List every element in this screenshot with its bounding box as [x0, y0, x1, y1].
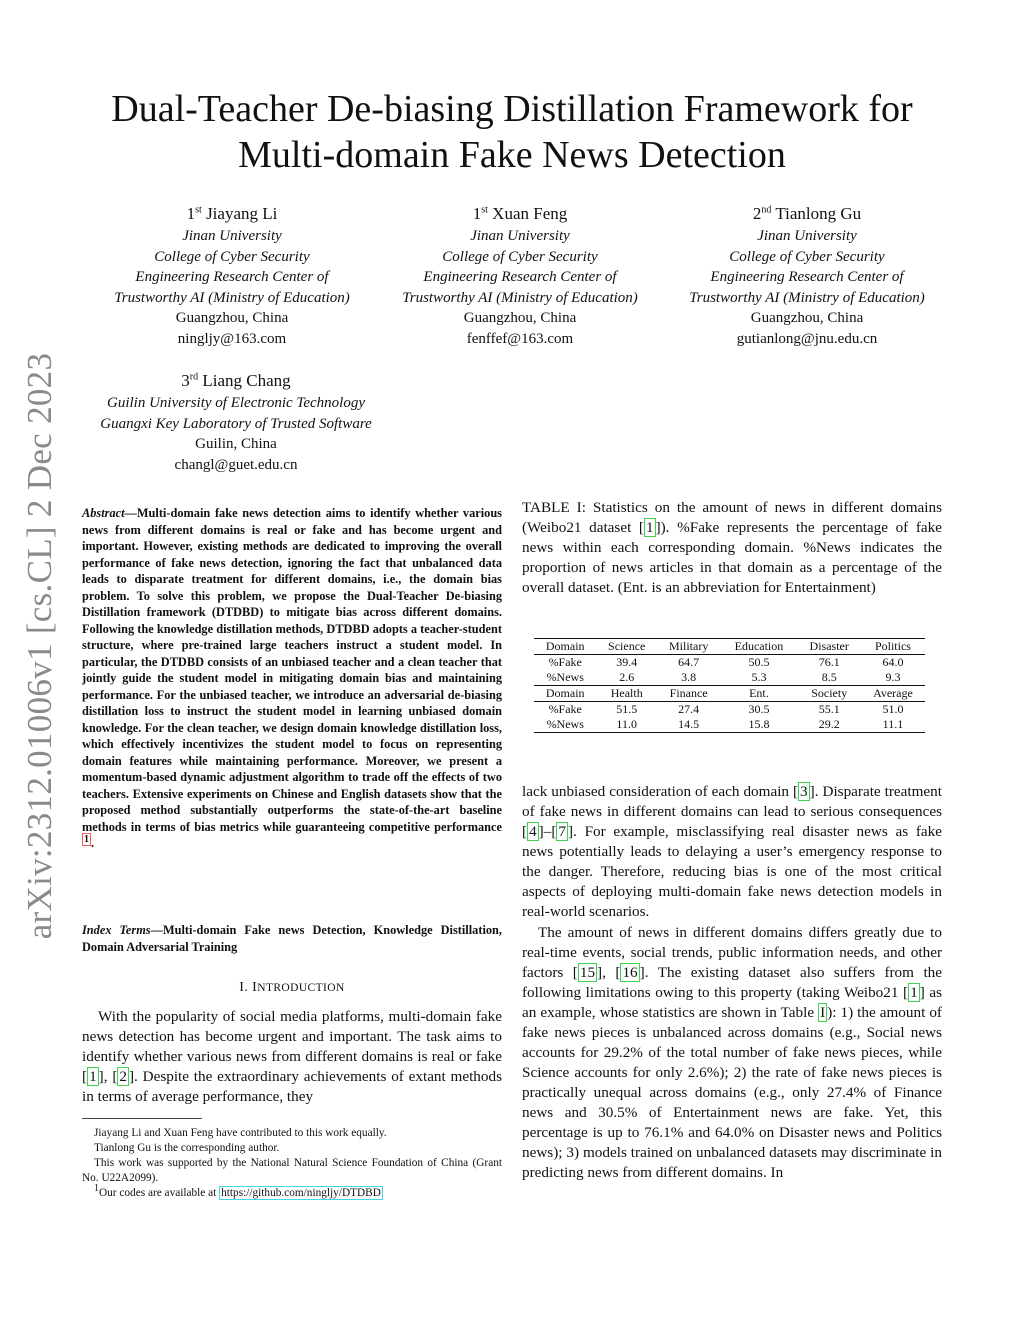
table-row: [534, 702, 925, 718]
table-reference-link[interactable]: I: [820, 1004, 826, 1021]
paper-title-line-1: Dual-Teacher De-biasing Distillation Framework for: [111, 88, 913, 130]
table-cell: 29.2: [797, 717, 860, 733]
author-location: Guangzhou, China: [750, 310, 864, 326]
abstract-label: Abstract: [82, 506, 125, 520]
table-cell: 5.3: [751, 670, 767, 684]
author-affiliation: College of Cyber Security: [442, 248, 598, 265]
author-affiliation: Engineering Research Center of: [423, 269, 617, 285]
table-row: [534, 686, 925, 702]
table-cell: Society: [797, 686, 860, 702]
table-cell: %Fake: [534, 655, 596, 671]
citation-link[interactable]: 4: [529, 823, 537, 840]
table-cell: 15.8: [720, 717, 797, 733]
author-affiliation: Jinan University: [182, 228, 282, 244]
table-cell: Finance: [657, 686, 720, 702]
table-cell: Average: [861, 686, 925, 702]
author-affiliation: Engineering Research Center of: [710, 269, 904, 285]
author-affiliation: Engineering Research Center of: [135, 269, 329, 285]
citation-link[interactable]: 1: [645, 519, 654, 536]
table-row: [534, 670, 925, 686]
citation-link[interactable]: 3: [800, 783, 808, 800]
author-email: ningljy@163.com: [177, 330, 287, 347]
footnote: This work was supported by the National Natural Science Foundation of China (Grant No. U22A2099).: [82, 1157, 502, 1184]
table-cell: 64.0: [861, 655, 925, 671]
arxiv-watermark: [12, 352, 68, 940]
table-cell: %Fake: [534, 702, 596, 718]
table-cell: Education: [720, 639, 797, 655]
table-cell: 11.0: [596, 717, 656, 733]
table-row: [534, 717, 925, 733]
citation-link[interactable]: 7: [558, 823, 566, 840]
author-block-4: [86, 369, 386, 475]
author-location: Guangzhou, China: [175, 310, 289, 326]
citation-link[interactable]: 16: [622, 964, 638, 981]
abstract-text: —Multi-domain fake news detection aims to identify whether various news from different domains is real or fake and has become urgent and important. However, existing methods are dedicated to improving the overall performance of fake news detection, ignoring the fact that unbalanced data leads to disparate treatment for different domains, i.e., the domain bias problem. To solve this problem, we propose the Dual-Teacher De-biasing Distillation framework (DTDBD) to mitigate bias across different domains. Following the knowledge distillation methods, DTDBD adopts a teacher-student structure, where pre-trained large teachers instruct a student model. In particular, the DTDBD consists of an unbiased teacher and a clean teacher that jointly guide the student model in mitigating domain bias and maintaining performance. For the unbiased teacher, we introduce an adversarial de-biasing distillation loss to instruct the student model in learning unbiased domain knowledge. For the clean teacher, we design domain knowledge distillation loss, which effectively incentivizes the student model to focus on representing domain features while maintaining performance. Moreover, we present a momentum-based dynamic adjustment algorithm to trade off the effects of two teachers. Extensive experiments on Chinese and English datasets show that the proposed method substantially outperforms the state-of-the-art baseline methods in terms of bias metrics while guaranteeing competitive performance: [82, 506, 502, 834]
author-name: 1st Xuan Feng: [472, 204, 568, 223]
author-affiliation: Guangxi Key Laboratory of Trusted Software: [100, 415, 372, 432]
table-cell: Disaster: [797, 639, 860, 655]
table-cell: 51.0: [861, 702, 925, 718]
table-cell: 2.6: [619, 670, 635, 684]
author-affiliation: Trustworthy AI (Ministry of Education): [689, 289, 925, 306]
body-paragraph: lack unbiased consideration of each domain [ 3 ]. Disparate treatment of fake news in different domains can lead to serious consequences [ 4 ]–[ 7 ]. For example, misclassifying real disaster news as fake news potentially leads to delaying a user’s emergency response to the danger. Therefore, reducing bias is one of the most critical aspects of deploying multi-domain fake news detection models in real-world scenarios.: [522, 783, 942, 920]
author-block-1: [82, 202, 382, 349]
table-cell: 11.1: [861, 717, 925, 733]
table-row: [534, 639, 925, 655]
table-cell: 39.4: [596, 655, 656, 671]
table-cell: 51.5: [596, 702, 656, 718]
statistics-table: [534, 638, 925, 733]
footnote: Tianlong Gu is the corresponding author.: [94, 1142, 280, 1154]
table-cell: Politics: [861, 639, 925, 655]
table-cell: 27.4: [657, 702, 720, 718]
footnote-mark[interactable]: 1: [84, 833, 89, 845]
table-cell: 64.7: [657, 655, 720, 671]
citation-link[interactable]: 15: [579, 964, 596, 981]
author-affiliation: College of Cyber Security: [729, 248, 885, 265]
paper-title-line-2: Multi-domain Fake News Detection: [238, 134, 786, 176]
table-cell: 50.5: [720, 655, 797, 671]
section-heading-introduction: I. INTRODUCTION: [239, 980, 345, 995]
index-terms-text: —Multi-domain Fake news Detection, Knowledge Distillation, Domain Adversarial Training: [82, 923, 502, 954]
author-affiliation: College of Cyber Security: [154, 248, 310, 265]
author-email: fenffef@163.com: [466, 330, 574, 347]
table-cell: 14.5: [657, 717, 720, 733]
table-cell: Ent.: [720, 686, 797, 702]
table-caption: TABLE I: Statistics on the amount of news in different domains (Weibo21 dataset [ 1 ]). %Fake represents the percentage of fake news within each corresponding domain. %News indicates the proportion of news articles in that domain as a percentage of the overall dataset. (Ent. is an abbreviation for Entertainment): [522, 499, 942, 596]
citation-link[interactable]: 2: [119, 1068, 127, 1085]
table-cell: %News: [546, 670, 584, 684]
table-cell: 8.5: [821, 670, 837, 684]
author-name: 1st Jiayang Li: [186, 204, 278, 223]
citation-link[interactable]: 1: [89, 1068, 97, 1085]
author-email: changl@guet.edu.cn: [174, 456, 298, 473]
paper-title: [60, 86, 964, 178]
footnote-code: $^1$Our codes are available at https://github.com/ningljy/DTDBD: [94, 1183, 381, 1199]
author-affiliation: Guilin University of Electronic Technology: [106, 395, 365, 411]
author-affiliation: Trustworthy AI (Ministry of Education): [114, 289, 350, 306]
index-terms: [82, 922, 502, 955]
author-email: gutianlong@jnu.edu.cn: [736, 330, 878, 347]
abstract: Abstract—Multi-domain fake news detection aims to identify whether various news from different domains is real or fake and has become urgent and important. However, existing methods are dedicated to improving the overall performance of fake news detection, ignoring the fact that unbalanced data leads to disparate treatment for different domains, i.e., the domain bias problem. To solve this problem, we propose the Dual-Teacher De-biasing Distillation framework (DTDBD) to mitigate bias across different domains. Following the knowledge distillation methods, DTDBD adopts a teacher-student structure, where pre-trained large teachers instruct a student model. In particular, the DTDBD consists of an unbiased teacher and a clean teacher that jointly guide the student model in mitigating domain bias and maintaining performance. For the unbiased teacher, we introduce an adversarial de-biasing distillation loss to instruct the student model in learning unbiased domain knowledge. For the clean teacher, we design domain knowledge distillation loss, which effectively incentivizes the student model to focus on representing domain features while maintaining performance. Moreover, we present a momentum-based dynamic adjustment algorithm to trade off the effects of two teachers. Extensive experiments on Chinese and English datasets show that the proposed method substantially outperforms the state-of-the-art baseline methods in terms of bias metrics while guaranteeing competitive performance $^1$ .: [82, 506, 502, 850]
body-paragraph: The amount of news in different domains differs greatly due to real-time events, social trends, public information needs, and other factors [ 15 ], [ 16 ]. The existing dataset also suffers from the following limitations owing to this property (taking Weibo21 [ 1 ] as an example, whose statistics are shown in Table I ): 1) the amount of fake news pieces is unbalanced across domains (e.g., Social news accounts for 29.2% of the total number of fake news pieces, while Science accounts for only 2.6%); 2) the rate of fake news pieces is practically unequal across domains (e.g., only 27.4% of Finance news and 30.5% of Entertainment news are fake. Yet, this percentage is up to 76.1% and 64.0% on Disaster news and Politics news); 3) models trained on unbalanced datasets may discriminate in predicting news from different domains. In: [522, 924, 942, 1181]
table-cell: Military: [657, 639, 720, 655]
arxiv-watermark-text: arXiv:2312.01006v1 [cs.CL] 2 Dec 2023: [20, 352, 59, 940]
index-terms-label: Index Terms: [82, 923, 151, 937]
author-block-3: [657, 202, 957, 349]
table-cell: Domain: [534, 639, 596, 655]
table-row: [534, 655, 925, 671]
intro-paragraph: With the popularity of social media platforms, multi-domain fake news detection has become urgent and important. The task aims to identify whether various news from different domains is real or fake [ 1 ], [ 2 ]. Despite the extraordinary achievements of extant methods in terms of average performance, they: [82, 1008, 503, 1105]
table-cell: 55.1: [797, 702, 860, 718]
author-affiliation: Trustworthy AI (Ministry of Education): [402, 289, 638, 306]
author-location: Guilin, China: [195, 436, 277, 452]
table-cell: Domain: [534, 686, 596, 702]
author-name: 2nd Tianlong Gu: [752, 204, 862, 223]
table-cell: 9.3: [885, 670, 901, 684]
table-cell: Science: [596, 639, 656, 655]
footnote-divider: [82, 1118, 202, 1119]
author-name: 3rd Liang Chang: [181, 371, 291, 390]
table-cell: Health: [596, 686, 656, 702]
author-affiliation: Jinan University: [757, 228, 857, 244]
citation-link[interactable]: 1: [910, 984, 918, 1001]
author-block-2: [370, 202, 670, 349]
table-cell: 3.8: [681, 670, 697, 684]
table-cell: 76.1: [797, 655, 860, 671]
author-affiliation: Jinan University: [470, 228, 570, 244]
code-repository-link[interactable]: https://github.com/ningljy/DTDBD: [221, 1187, 381, 1199]
table-cell: %News: [534, 717, 596, 733]
table-cell: 30.5: [720, 702, 797, 718]
author-location: Guangzhou, China: [463, 310, 577, 326]
footnote: Jiayang Li and Xuan Feng have contributed to this work equally.: [94, 1127, 387, 1139]
